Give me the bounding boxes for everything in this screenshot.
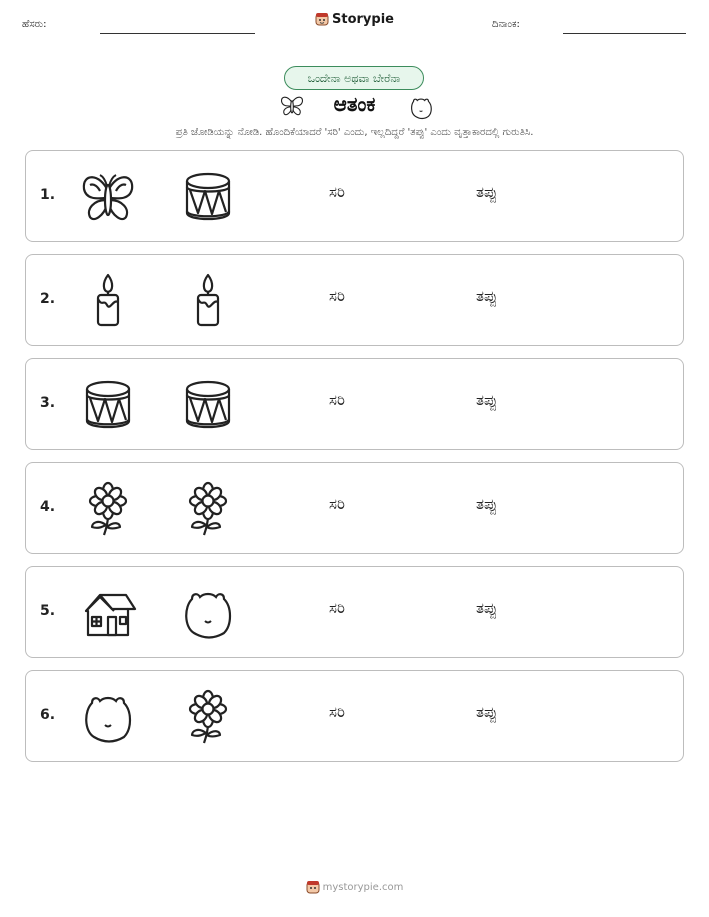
blob-face-icon (78, 687, 138, 747)
question-number: 6. (40, 707, 56, 723)
option-wrong[interactable]: ತಪ್ಪು (476, 599, 498, 617)
blob-face-icon (404, 93, 438, 125)
question-row (25, 566, 684, 658)
option-wrong[interactable]: ತಪ್ಪು (476, 495, 498, 513)
house-icon (78, 583, 138, 643)
date-label: ದಿನಾಂಕ: (492, 19, 520, 30)
question-number: 1. (40, 187, 56, 203)
option-correct[interactable]: ಸರಿ (329, 391, 345, 409)
footer (0, 880, 709, 897)
blob-face-icon (178, 583, 238, 643)
flower-icon (178, 687, 238, 747)
option-correct[interactable]: ಸರಿ (329, 287, 345, 305)
option-wrong[interactable]: ತಪ್ಪು (476, 703, 498, 721)
name-line[interactable] (100, 33, 255, 34)
option-wrong[interactable]: ತಪ್ಪು (476, 287, 498, 305)
question-row (25, 150, 684, 242)
name-label: ಹೆಸರು: (22, 19, 47, 30)
option-wrong[interactable]: ತಪ್ಪು (476, 391, 498, 409)
candle-icon (178, 271, 238, 331)
worksheet-title: ಆತಂಕ (333, 92, 376, 116)
date-line[interactable] (563, 33, 686, 34)
footer-site[interactable]: mystorypie.com (322, 882, 404, 893)
question-row (25, 462, 684, 554)
question-number: 4. (40, 499, 56, 515)
option-wrong[interactable]: ತಪ್ಪು (476, 183, 498, 201)
question-row (25, 254, 684, 346)
option-correct[interactable]: ಸರಿ (329, 703, 345, 721)
option-correct[interactable]: ಸರಿ (329, 183, 345, 201)
question-number: 3. (40, 395, 56, 411)
instructions: ಪ್ರತಿ ಜೋಡಿಯನ್ನು ನೋಡಿ. ಹೊಂದಿಕೆಯಾದರೆ 'ಸರಿ' ಎಂದು, ಇಲ್ಲದಿದ್ದರೆ 'ತಪ್ಪು' ಎಂದು ವೃತ್ತಾಕಾರದಲ್ಲಿ ಗುರುತಿಸಿ. (175, 127, 534, 138)
storypie-logo-icon (306, 880, 320, 897)
option-correct[interactable]: ಸರಿ (329, 599, 345, 617)
question-number: 5. (40, 603, 56, 619)
candle-icon (78, 271, 138, 331)
question-number: 2. (40, 291, 56, 307)
drum-icon (178, 167, 238, 227)
storypie-logo-icon (315, 12, 329, 30)
question-row (25, 670, 684, 762)
option-correct[interactable]: ಸರಿ (329, 495, 345, 513)
drum-icon (178, 375, 238, 435)
worksheet-badge: ಒಂದೇನಾ ಅಥವಾ ಬೇರೆನಾ (284, 66, 424, 90)
question-row (25, 358, 684, 450)
flower-icon (178, 479, 238, 539)
brand (0, 12, 709, 30)
brand-name: Storypie (332, 12, 394, 27)
drum-icon (78, 375, 138, 435)
butterfly-icon (78, 167, 138, 227)
flower-icon (78, 479, 138, 539)
